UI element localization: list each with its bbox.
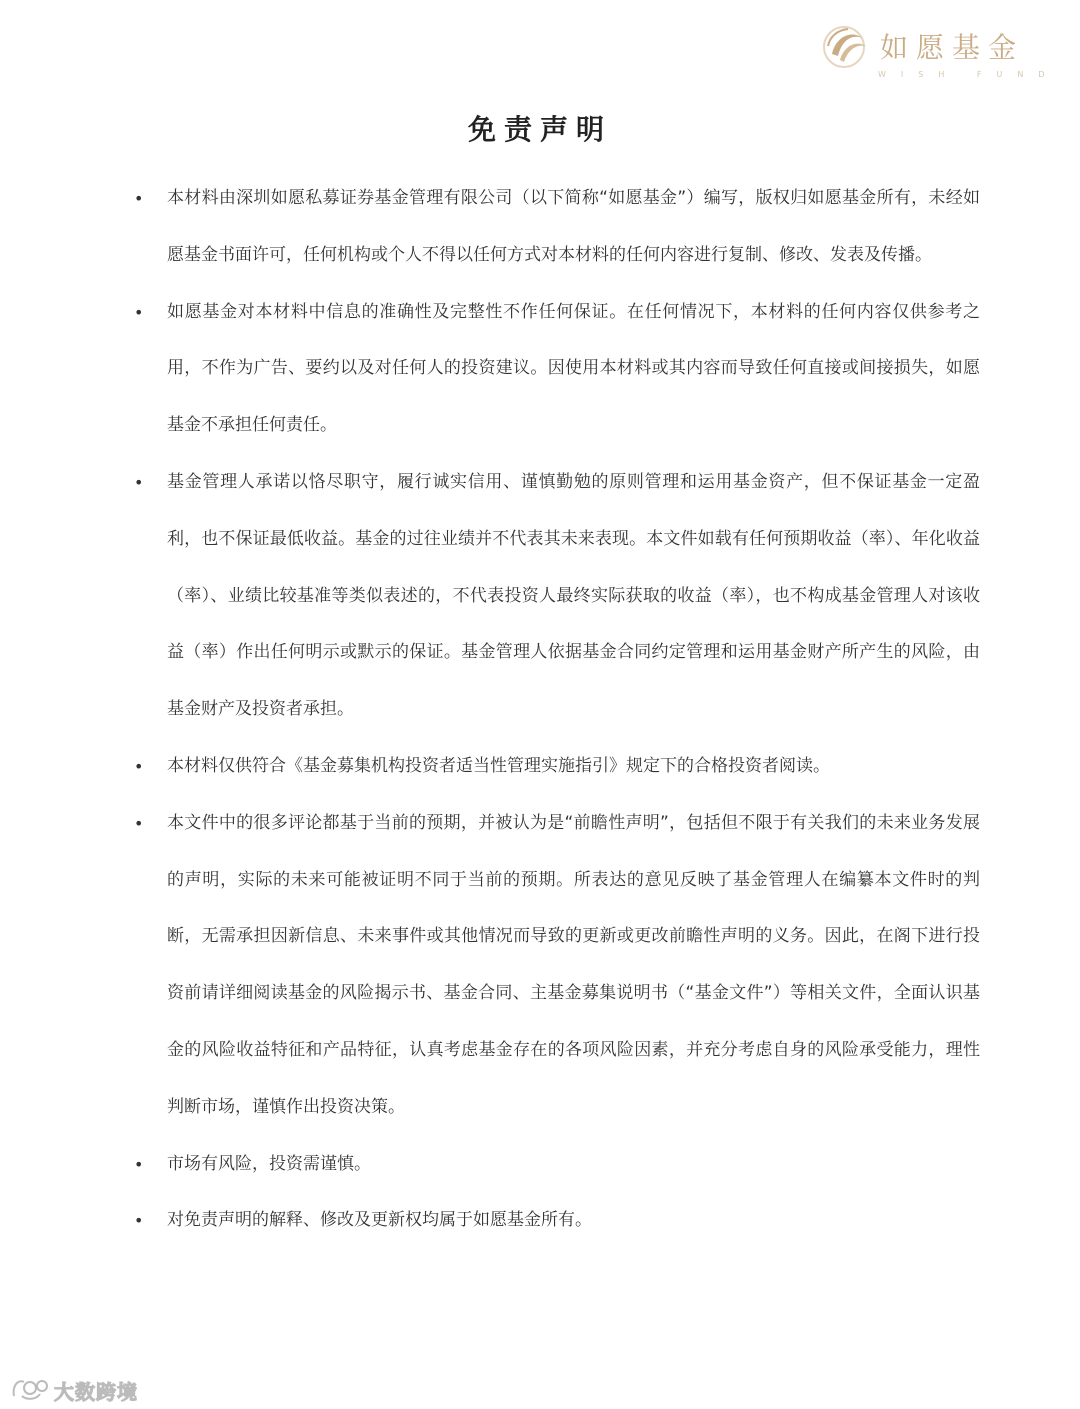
clause-text: 市场有风险，投资需谨慎。 bbox=[167, 1153, 371, 1174]
clause-text: 对免责声明的解释、修改及更新权均属于如愿基金所有。 bbox=[167, 1210, 592, 1231]
list-item bbox=[134, 1136, 980, 1193]
clause-text: 本材料由深圳如愿私募证券基金管理有限公司（以下简称“如愿基金”）编写，版权归如愿基金所有，未经如愿基金书面许可，任何机构或个人不得以任何方式对本材料的任何内容进行复制、修改、发表及传播。 bbox=[167, 188, 980, 265]
list-item bbox=[134, 1192, 980, 1249]
disclaimer-list bbox=[134, 170, 980, 1249]
clause-text: 基金管理人承诺以恪尽职守，履行诚实信用、谨慎勤勉的原则管理和运用基金资产，但不保证基金一定盈利，也不保证最低收益。基金的过往业绩并不代表其未来表现。本文件如载有任何预期收益（率）、年化收益（率）、业绩比较基准等类似表述的，不代表投资人最终实际获取的收益（率），也不构成基金管理人对该收益（率）作出任何明示或默示的保证。基金管理人依据基金合同约定管理和运用基金财产所产生的风险，由基金财产及投资者承担。 bbox=[167, 471, 980, 720]
watermark-text: 大数跨境 bbox=[54, 1380, 138, 1404]
list-item bbox=[134, 454, 980, 738]
list-item bbox=[134, 170, 980, 284]
bullet-icon: • bbox=[134, 756, 144, 776]
list-item bbox=[134, 795, 980, 1136]
bullet-icon: • bbox=[134, 813, 144, 833]
bullet-icon: • bbox=[134, 189, 144, 208]
wish-fund-logo-icon bbox=[822, 24, 872, 70]
brand-subtitle: WISH FUND bbox=[878, 70, 1060, 79]
brand-logo bbox=[822, 22, 1060, 84]
bullet-icon: • bbox=[134, 1154, 144, 1174]
list-item bbox=[134, 284, 980, 454]
list-item bbox=[134, 738, 980, 795]
page-title: 免责声明 bbox=[467, 113, 612, 146]
brand-name: 如愿基金 bbox=[880, 31, 1025, 64]
bullet-icon: • bbox=[134, 1211, 144, 1231]
clause-text: 本材料仅供符合《基金募集机构投资者适当性管理实施指引》规定下的合格投资者阅读。 bbox=[167, 755, 830, 776]
bullet-icon: • bbox=[134, 302, 144, 322]
watermark-logo-icon bbox=[10, 1376, 50, 1402]
clause-text: 如愿基金对本材料中信息的准确性及完整性不作任何保证。在任何情况下，本材料的任何内容仅供参考之用，不作为广告、要约以及对任何人的投资建议。因使用本材料或其内容而导致任何直接或间接损失，如愿基金不承担任何责任。 bbox=[167, 301, 980, 436]
bullet-icon: • bbox=[134, 472, 144, 492]
clause-text: 本文件中的很多评论都基于当前的预期，并被认为是“前瞻性声明”，包括但不限于有关我们的未来业务发展的声明，实际的未来可能被证明不同于当前的预期。所表达的意见反映了基金管理人在编纂本文件时的判断，无需承担因新信息、未来事件或其他情况而导致的更新或更改前瞻性声明的义务。因此，在阁下进行投资前请详细阅读基金的风险揭示书、基金合同、主基金募集说明书（“基金文件”）等相关文件，全面认识基金的风险收益特征和产品特征，认真考虑基金存在的各项风险因素，并充分考虑自身的风险承受能力，理性判断市场，谨慎作出投资决策。 bbox=[167, 812, 980, 1117]
